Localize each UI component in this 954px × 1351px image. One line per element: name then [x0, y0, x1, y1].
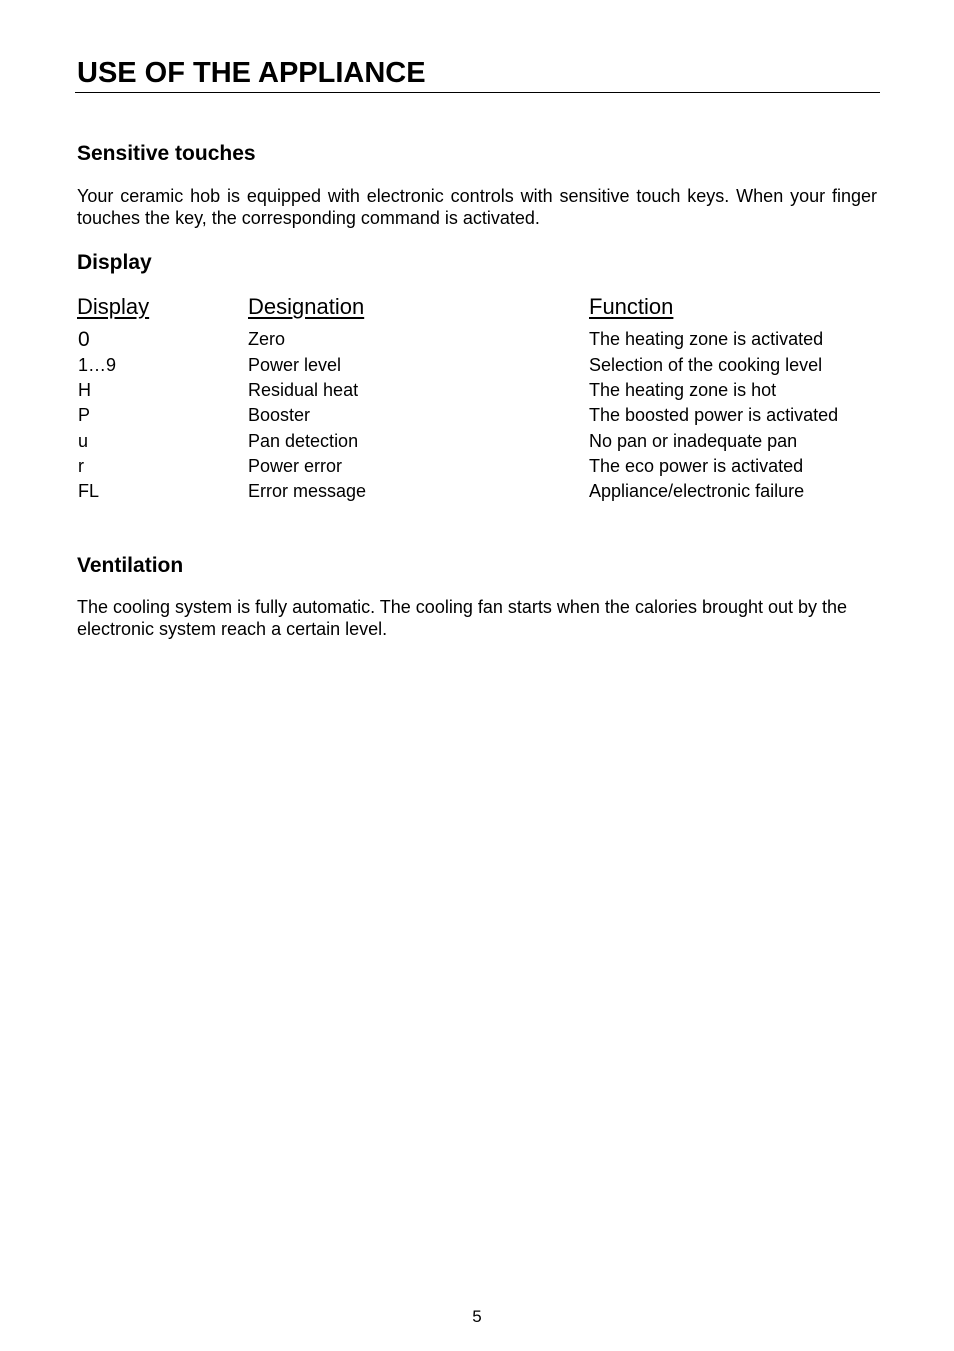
- column-header-function: Function: [589, 294, 674, 319]
- table-row: [0, 479, 954, 504]
- heading-display: Display: [77, 251, 152, 274]
- function-cell: The heating zone is hot: [589, 380, 777, 400]
- display-code: FL: [78, 481, 100, 501]
- function-cell: The eco power is activated: [589, 456, 804, 476]
- display-code: u: [78, 431, 89, 451]
- function-cell: The boosted power is activated: [589, 405, 839, 425]
- paragraph-ventilation: The cooling system is fully automatic. The cooling fan starts when the calories brought out by the electronic system reach a certain level.: [77, 597, 848, 639]
- display-code: 0: [78, 328, 90, 351]
- designation-cell: Power error: [248, 456, 343, 476]
- designation-cell: Residual heat: [248, 380, 359, 400]
- page-number: 5: [472, 1307, 482, 1326]
- designation-cell: Pan detection: [248, 431, 359, 451]
- display-code: P: [78, 405, 91, 425]
- designation-cell: Error message: [248, 481, 367, 501]
- function-cell: Appliance/electronic failure: [589, 481, 805, 501]
- table-row: [0, 403, 954, 428]
- heading-sensitive-touches: Sensitive touches: [77, 142, 256, 165]
- function-cell: No pan or inadequate pan: [589, 431, 798, 451]
- column-header-display: Display: [77, 294, 150, 319]
- designation-cell: Booster: [248, 405, 311, 425]
- display-code: H: [78, 380, 91, 400]
- function-cell: Selection of the cooking level: [589, 355, 823, 375]
- page-title: USE OF THE APPLIANCE: [77, 57, 426, 89]
- table-row: [0, 327, 954, 352]
- function-cell: The heating zone is activated: [589, 329, 824, 349]
- title-divider: [75, 92, 880, 93]
- heading-ventilation: Ventilation: [77, 554, 184, 577]
- table-row: [0, 454, 954, 479]
- display-code: r: [78, 456, 84, 476]
- column-header-designation: Designation: [248, 294, 365, 319]
- table-row: [0, 429, 954, 454]
- paragraph-sensitive-touches: Your ceramic hob is equipped with electronic controls with sensitive touch keys. When your finger touches the key, the corresponding command is activated.: [77, 186, 877, 228]
- designation-cell: Zero: [248, 329, 286, 349]
- display-code: 1…9: [78, 355, 117, 375]
- table-row: [0, 378, 954, 403]
- designation-cell: Power level: [248, 355, 342, 375]
- table-row: [0, 353, 954, 378]
